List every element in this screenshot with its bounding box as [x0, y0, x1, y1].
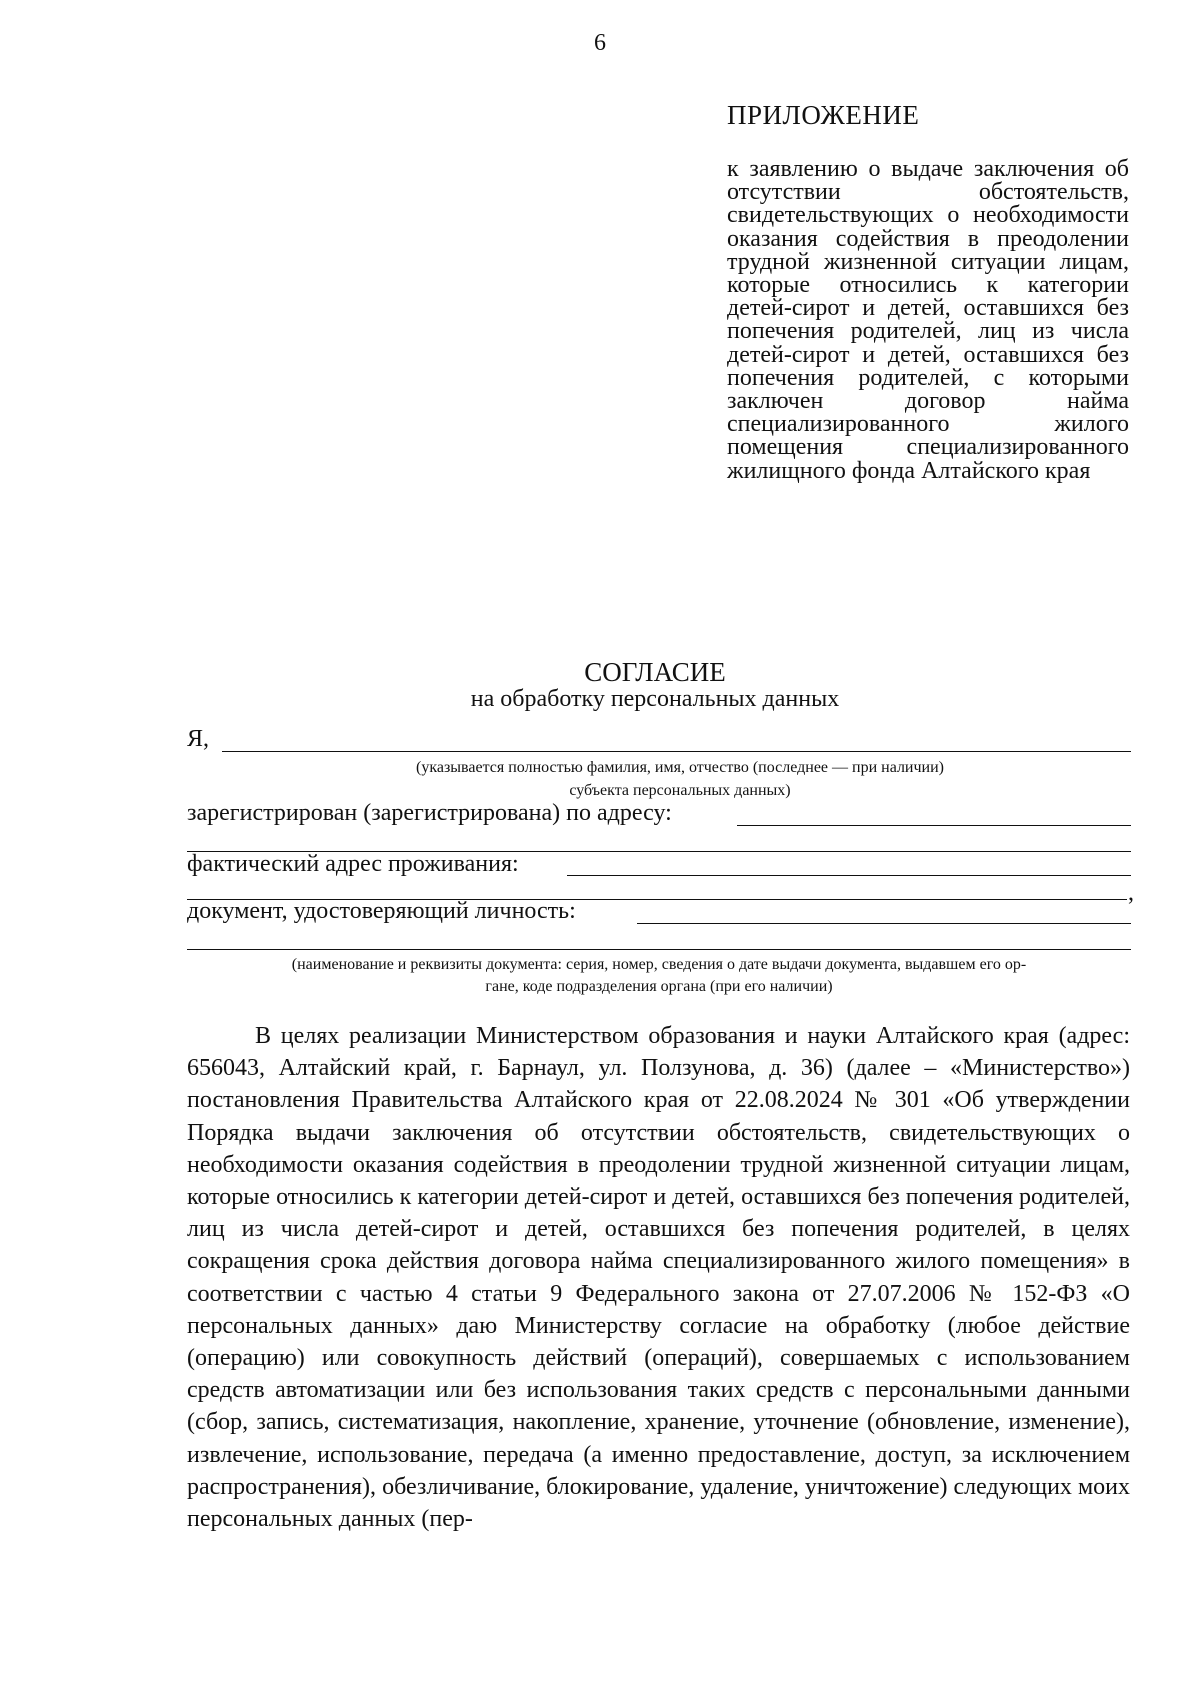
id-document-field[interactable] — [637, 923, 1131, 924]
name-note-line2: субъекта персональных данных) — [569, 782, 791, 799]
name-label: Я, — [187, 726, 210, 752]
document-note-line1: (наименование и реквизиты документа: серия, номер, сведения о дате выдачи документа, выдавшем его ор- — [291, 956, 1027, 973]
id-document-label: документ, удостоверяющий личность: — [187, 898, 576, 924]
line-end-comma: , — [1128, 880, 1134, 906]
appendix-text: к заявлению о выдаче заключения об отсутствии обстоятельств, свидетельствующих о необходимости оказания содействия в преодолении трудной жизненной ситуации лицам, которые относились к категории детей-сирот и детей, оставшихся без попечения родителей, лиц из числа детей-сирот и детей, оставшихся без попечения родителей, с которыми заключен договор найма специализированного жилого помещения специализированного жилищного фонда Алтайского края — [727, 156, 1129, 484]
consent-paragraph: В целях реализации Министерством образования и науки Алтайского края (адрес: 656043, Алтайский край, г. Барнаул, ул. Ползунова, д. 36) (далее – «Министерство») постановления Правительства Алтайского края от 22.08.2024 № 301 «Об утверждении Порядка выдачи заключения об отсутствии обстоятельств, свидетельствующих о необходимости оказания содействия в преодолении трудной жизненной ситуации лицам, которые относились к категории детей-сирот и детей, оставшихся без попечения родителей, лиц из числа детей-сирот и детей, оставшихся без попечения родителей, в целях сокращения срока действия договора найма специализированного жилого помещения» в соответствии с частью 4 статьи 9 Федерального закона от 27.07.2006 № 152-ФЗ «О персональных данных» даю Министерству согласие на обработку (любое действие (операцию) или совокупность действий (операций), совершаемых с использованием средств автоматизации или без использования таких средств с персональными данными (сбор, запись, систематизация, накопление, хранение, уточнение (обновление, изменение), извлечение, использование, передача (а именно предоставление, доступ, за исключением распространения), обезличивание, блокирование, удаление, уничтожение) следующих моих персональных данных (пер- — [187, 1023, 1130, 1533]
consent-subtitle: на обработку персональных данных — [470, 686, 840, 712]
actual-address-label: фактический адрес проживания: — [187, 851, 519, 877]
consent-title: СОГЛАСИЕ — [584, 657, 726, 687]
id-document-field-continued[interactable] — [187, 949, 1131, 950]
registered-address-field[interactable] — [737, 825, 1131, 826]
appendix-title: ПРИЛОЖЕНИЕ — [727, 100, 920, 130]
name-note-line1: (указывается полностью фамилия, имя, отчество (последнее — при наличии) — [416, 759, 944, 776]
document-note-line2: гане, коде подразделения органа (при его наличии) — [485, 978, 833, 995]
registered-address-label: зарегистрирован (зарегистрирована) по адресу: — [187, 800, 672, 826]
actual-address-field[interactable] — [567, 875, 1131, 876]
name-field[interactable] — [222, 751, 1131, 752]
page-number: 6 — [594, 30, 606, 56]
